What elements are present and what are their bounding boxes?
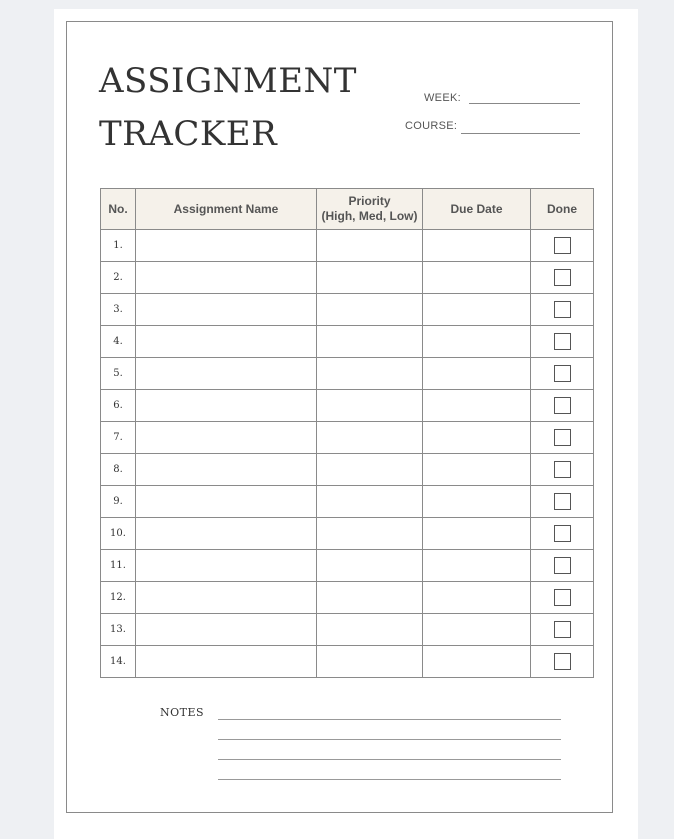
priority-cell[interactable] [317, 262, 423, 294]
table-row [101, 518, 594, 550]
done-cell [531, 230, 594, 262]
done-checkbox[interactable] [554, 653, 571, 670]
notes-line[interactable] [218, 739, 561, 740]
priority-header-subtitle: (High, Med, Low) [321, 209, 418, 223]
due-date-cell[interactable] [423, 262, 531, 294]
row-number: 14. [101, 646, 136, 678]
table-row [101, 230, 594, 262]
row-number: 12. [101, 582, 136, 614]
row-number: 7. [101, 422, 136, 454]
assignment-name-cell[interactable] [136, 358, 317, 390]
done-checkbox[interactable] [554, 333, 571, 350]
assignment-name-cell[interactable] [136, 390, 317, 422]
column-header-no: No. [101, 189, 136, 230]
table-row [101, 646, 594, 678]
title-line-1: ASSIGNMENT [99, 61, 357, 101]
done-cell [531, 422, 594, 454]
table-row [101, 486, 594, 518]
done-cell [531, 486, 594, 518]
table-header-row [101, 189, 594, 230]
column-header-done: Done [531, 189, 594, 230]
assignment-name-cell[interactable] [136, 646, 317, 678]
notes-line[interactable] [218, 719, 561, 720]
done-cell [531, 262, 594, 294]
row-number: 2. [101, 262, 136, 294]
done-checkbox[interactable] [554, 621, 571, 638]
table-row [101, 262, 594, 294]
done-checkbox[interactable] [554, 365, 571, 382]
done-checkbox[interactable] [554, 493, 571, 510]
done-checkbox[interactable] [554, 461, 571, 478]
priority-cell[interactable] [317, 486, 423, 518]
done-cell [531, 358, 594, 390]
due-date-cell[interactable] [423, 358, 531, 390]
assignment-name-cell[interactable] [136, 614, 317, 646]
due-date-cell[interactable] [423, 614, 531, 646]
assignment-table [100, 188, 594, 678]
due-date-cell[interactable] [423, 646, 531, 678]
table-row [101, 422, 594, 454]
done-checkbox[interactable] [554, 237, 571, 254]
done-checkbox[interactable] [554, 301, 571, 318]
done-checkbox[interactable] [554, 429, 571, 446]
priority-cell[interactable] [317, 582, 423, 614]
done-cell [531, 582, 594, 614]
done-cell [531, 518, 594, 550]
due-date-cell[interactable] [423, 294, 531, 326]
assignment-name-cell[interactable] [136, 518, 317, 550]
done-checkbox[interactable] [554, 525, 571, 542]
done-cell [531, 550, 594, 582]
row-number: 8. [101, 454, 136, 486]
done-cell [531, 390, 594, 422]
due-date-cell[interactable] [423, 454, 531, 486]
notes-line[interactable] [218, 779, 561, 780]
assignment-name-cell[interactable] [136, 550, 317, 582]
title-line-2: TRACKER [99, 114, 278, 154]
assignment-name-cell[interactable] [136, 486, 317, 518]
assignment-name-cell[interactable] [136, 294, 317, 326]
done-cell [531, 646, 594, 678]
row-number: 3. [101, 294, 136, 326]
priority-cell[interactable] [317, 358, 423, 390]
week-label: WEEK: [424, 92, 461, 104]
priority-cell[interactable] [317, 454, 423, 486]
column-header-assignment-name: Assignment Name [136, 189, 317, 230]
notes-line[interactable] [218, 759, 561, 760]
priority-header-title: Priority [348, 194, 391, 208]
done-checkbox[interactable] [554, 557, 571, 574]
row-number: 11. [101, 550, 136, 582]
week-field[interactable] [469, 103, 580, 104]
assignment-name-cell[interactable] [136, 582, 317, 614]
page-title [99, 55, 357, 161]
due-date-cell[interactable] [423, 550, 531, 582]
done-cell [531, 294, 594, 326]
priority-cell[interactable] [317, 550, 423, 582]
priority-cell[interactable] [317, 646, 423, 678]
row-number: 10. [101, 518, 136, 550]
table-row [101, 294, 594, 326]
table-row [101, 582, 594, 614]
column-header-priority [317, 189, 423, 230]
due-date-cell[interactable] [423, 326, 531, 358]
row-number: 13. [101, 614, 136, 646]
done-checkbox[interactable] [554, 397, 571, 414]
row-number: 6. [101, 390, 136, 422]
assignment-name-cell[interactable] [136, 230, 317, 262]
assignment-name-cell[interactable] [136, 326, 317, 358]
table-row [101, 326, 594, 358]
done-cell [531, 614, 594, 646]
priority-cell[interactable] [317, 390, 423, 422]
priority-cell[interactable] [317, 518, 423, 550]
done-checkbox[interactable] [554, 589, 571, 606]
priority-cell[interactable] [317, 422, 423, 454]
column-header-due-date: Due Date [423, 189, 531, 230]
row-number: 9. [101, 486, 136, 518]
due-date-cell[interactable] [423, 422, 531, 454]
due-date-cell[interactable] [423, 230, 531, 262]
assignment-name-cell[interactable] [136, 422, 317, 454]
done-cell [531, 454, 594, 486]
priority-cell[interactable] [317, 294, 423, 326]
due-date-cell[interactable] [423, 518, 531, 550]
table-row [101, 390, 594, 422]
done-checkbox[interactable] [554, 269, 571, 286]
done-cell [531, 326, 594, 358]
table-row [101, 550, 594, 582]
due-date-cell[interactable] [423, 486, 531, 518]
row-number: 4. [101, 326, 136, 358]
assignment-name-cell[interactable] [136, 454, 317, 486]
page-sheet [54, 9, 638, 839]
due-date-cell[interactable] [423, 582, 531, 614]
course-field[interactable] [461, 133, 580, 134]
priority-cell[interactable] [317, 326, 423, 358]
due-date-cell[interactable] [423, 390, 531, 422]
assignment-name-cell[interactable] [136, 262, 317, 294]
table-row [101, 358, 594, 390]
priority-cell[interactable] [317, 614, 423, 646]
notes-label: NOTES [160, 706, 205, 719]
priority-cell[interactable] [317, 230, 423, 262]
row-number: 1. [101, 230, 136, 262]
course-label: COURSE: [405, 120, 458, 132]
row-number: 5. [101, 358, 136, 390]
table-row [101, 614, 594, 646]
table-row [101, 454, 594, 486]
